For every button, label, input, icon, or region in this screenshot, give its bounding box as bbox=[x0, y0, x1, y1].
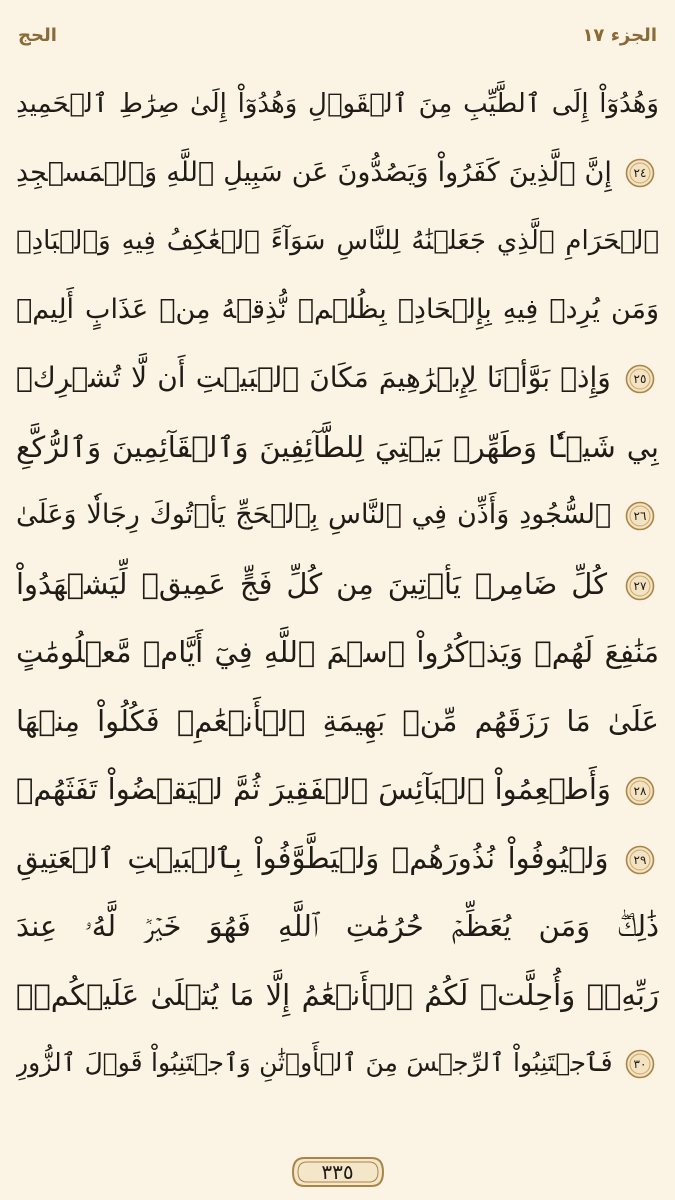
verse-text: ٱلۡحَرَامِ ٱلَّذِي جَعَلۡنَٰهُ لِلنَّاسِ سَوَآءً ٱلۡعَٰكِفُ فِيهِ وَٱلۡبَادِۚ bbox=[16, 226, 659, 256]
text-line bbox=[16, 961, 659, 1030]
ayah-number: ٢٧ bbox=[633, 578, 647, 593]
ayah-number-marker bbox=[625, 364, 655, 394]
text-line bbox=[16, 413, 659, 482]
text-line bbox=[16, 207, 659, 276]
text-line bbox=[16, 481, 659, 550]
ayah-number-marker bbox=[625, 1049, 655, 1079]
verse-text: إِنَّ ٱلَّذِينَ كَفَرُواْ وَيَصُدُّونَ عَن سَبِيلِ ٱللَّهِ وَٱلۡمَسۡجِدِ bbox=[16, 156, 612, 188]
verse-text: فَٱجۡتَنِبُواْ ٱلرِّجۡسَ مِنَ ٱلۡأَوۡثَٰنِ وَٱجۡتَنِبُواْ قَوۡلَ ٱلزُّورِ bbox=[16, 1048, 613, 1077]
verse-text: وَهُدُوٓاْ إِلَى ٱلطَّيِّبِ مِنَ ٱلۡقَوۡلِ وَهُدُوٓاْ إِلَىٰ صِرَٰطِ ٱلۡحَمِيدِ bbox=[16, 89, 659, 119]
ayah-number: ٣٠ bbox=[633, 1057, 647, 1071]
ayah-number-marker bbox=[625, 571, 655, 601]
text-line bbox=[16, 276, 659, 345]
ayah-number: ٢٦ bbox=[633, 508, 647, 523]
text-line bbox=[16, 824, 659, 893]
verse-text: وَأَطۡعِمُواْ ٱلۡبَآئِسَ ٱلۡفَقِيرَ ثُمَّ لۡيَقۡضُواْ تَفَثَهُمۡ bbox=[16, 772, 611, 806]
ayah-number: ٢٩ bbox=[633, 852, 647, 867]
page-footer bbox=[0, 1152, 675, 1192]
ayah-number-marker bbox=[625, 845, 655, 875]
text-line bbox=[16, 139, 659, 208]
verse-text: وَلۡيُوفُواْ نُذُورَهُمۡ وَلۡيَطَّوَّفُواْ بِٱلۡبَيۡتِ ٱلۡعَتِيقِ bbox=[16, 840, 609, 875]
quran-text bbox=[16, 70, 659, 1098]
ayah-number: ٢٤ bbox=[633, 166, 647, 180]
page-number-badge bbox=[290, 1155, 386, 1189]
text-line bbox=[16, 755, 659, 824]
text-line bbox=[16, 1029, 659, 1098]
text-line bbox=[16, 550, 659, 619]
text-line bbox=[16, 618, 659, 687]
verse-text: وَمَن يُرِدۡ فِيهِ بِإِلۡحَادِۭ بِظُلۡمٖ نُّذِقۡهُ مِنۡ عَذَابٍ أَلِيمٖ bbox=[16, 293, 659, 325]
ayah-number-marker bbox=[625, 158, 655, 188]
text-line bbox=[16, 687, 659, 756]
surah-name: الحج bbox=[18, 24, 57, 46]
text-line bbox=[16, 344, 659, 413]
verse-text: ٱلسُّجُودِ وَأَذِّن فِي ٱلنَّاسِ بِٱلۡحَجِّ يَأۡتُوكَ رِجَالٗا وَعَلَىٰ bbox=[16, 499, 612, 530]
ayah-number: ٢٨ bbox=[633, 784, 647, 798]
ayah-number-marker bbox=[625, 501, 655, 531]
verse-text: مَنَٰفِعَ لَهُمۡ وَيَذۡكُرُواْ ٱسۡمَ ٱللَّهِ فِيٓ أَيَّامٖ مَّعۡلُومَٰتٍ bbox=[16, 635, 659, 669]
page-header bbox=[18, 22, 657, 48]
verse-text: رَبِّهِۦۗ وَأُحِلَّتۡ لَكُمُ ٱلۡأَنۡعَٰمُ إِلَّا مَا يُتۡلَىٰ عَلَيۡكُمۡۖ bbox=[16, 977, 659, 1012]
text-line bbox=[16, 70, 659, 139]
text-line bbox=[16, 892, 659, 961]
verse-text: ذَٰلِكَۖ وَمَن يُعَظِّمۡ حُرُمَٰتِ ٱللَّهِ فَهُوَ خَيۡرٞ لَّهُۥ عِندَ bbox=[16, 909, 659, 943]
ayah-number-marker bbox=[625, 776, 655, 806]
verse-text: وَإِذۡ بَوَّأۡنَا لِإِبۡرَٰهِيمَ مَكَانَ ٱلۡبَيۡتِ أَن لَّا تُشۡرِكۡ bbox=[16, 361, 611, 394]
ayah-number: ٢٥ bbox=[633, 372, 647, 386]
verse-text: بِي شَيۡـٔٗا وَطَهِّرۡ بَيۡتِيَ لِلطَّآئِفِينَ وَٱلۡقَآئِمِينَ وَٱلرُّكَّعِ bbox=[16, 429, 659, 464]
verse-text: كُلِّ ضَامِرٖ يَأۡتِينَ مِن كُلِّ فَجٍّ عَمِيقٖ لِّيَشۡهَدُواْ bbox=[16, 566, 608, 601]
page-number: ٣٣٥ bbox=[321, 1160, 354, 1184]
juz-label: الجزء ١٧ bbox=[582, 24, 657, 46]
verse-text: عَلَىٰ مَا رَزَقَهُم مِّنۢ بَهِيمَةِ ٱلۡأَنۡعَٰمِۖ فَكُلُواْ مِنۡهَا bbox=[16, 703, 659, 738]
